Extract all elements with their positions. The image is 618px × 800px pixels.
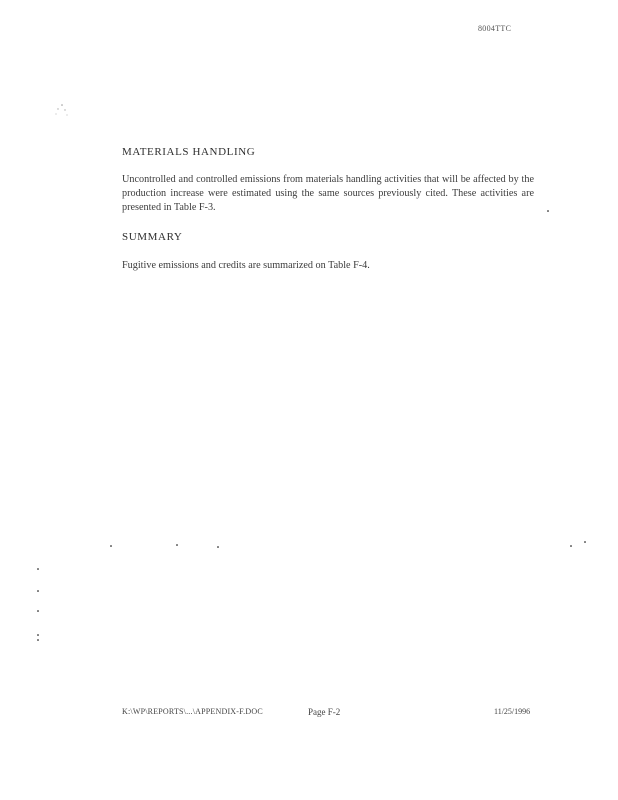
section-heading-summary: SUMMARY: [122, 231, 183, 243]
scan-speck: [584, 541, 586, 543]
footer-date: 11/25/1996: [494, 707, 531, 716]
section-heading-materials-handling: MATERIALS HANDLING: [122, 146, 256, 158]
summary-paragraph: Fugitive emissions and credits are summarized on Table F-4.: [122, 260, 370, 271]
document-id: 8004TTC: [478, 24, 512, 33]
scan-speck: [37, 634, 39, 636]
scan-speck: [37, 610, 39, 612]
materials-handling-paragraph: Uncontrolled and controlled emissions from materials handling activities that will be affected by the production increase were estimated using the same sources previously cited. These activities are presented in Table F-3.: [122, 174, 534, 213]
scan-speck: [176, 544, 178, 546]
scan-speck: [570, 545, 572, 547]
scan-speck: [37, 590, 39, 592]
footer-file-path: K:\WP\REPORTS\...\APPENDIX-F.DOC: [122, 707, 263, 716]
footer-page-number: Page F-2: [308, 707, 341, 717]
scan-speck: [217, 546, 219, 548]
scan-speck: [547, 210, 549, 212]
scan-artifact-mark: [52, 102, 72, 118]
scan-speck: [37, 639, 39, 641]
scan-speck: [110, 545, 112, 547]
scan-speck: [37, 568, 39, 570]
